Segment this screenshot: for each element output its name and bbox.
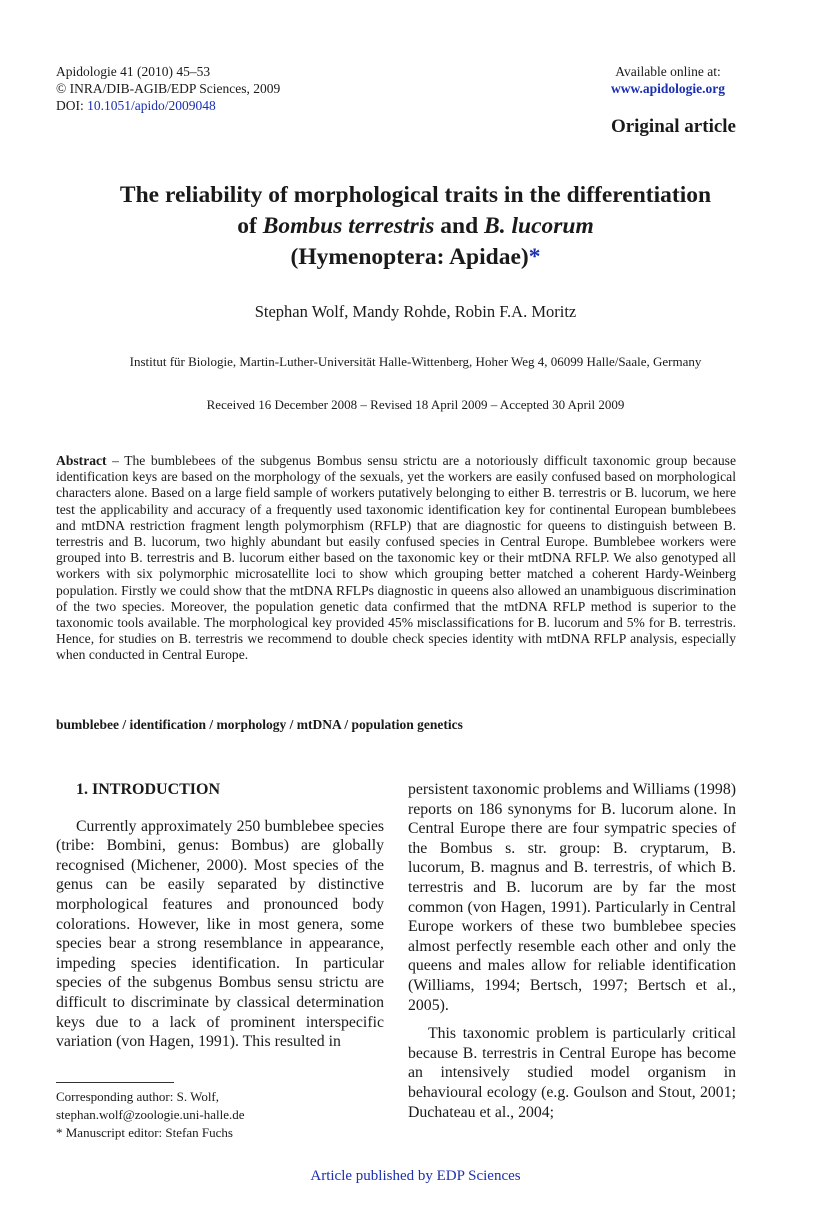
online-availability — [611, 63, 725, 97]
doi-label: DOI: — [56, 98, 88, 113]
publisher-note — [0, 1168, 831, 1185]
intro-paragraph-2: This taxonomic problem is particularly critical because B. terrestris in Central Europe has become an intensively studied model organism in behavioural ecology (e.g. Goulson and Stout, 2001; Duchateau et al., 2004; — [408, 1025, 736, 1121]
intro-paragraph-1-continued: persistent taxonomic problems and Williams (1998) reports on 186 synonyms for B. lucorum alone. In Central Europe there are four sympatric species of the Bombus s. str. group: B. cryptarum, B. lucorum, B. magnus and B. terrestris, of which B. terrestris and B. lucorum are by far the most common (von Hagen, 1991). Particularly in Central Europe workers of these two bumblebee species almost perfectly resemble each other and only the queens and males allow for reliable identification (Williams, 1994; Bertsch, 1997; Bertsch et al., 2005). — [408, 781, 736, 1014]
footnotes — [56, 1088, 245, 1142]
intro-right-column — [408, 780, 736, 1122]
journal-website-link[interactable]: www.apidologie.org — [610, 81, 725, 96]
section-heading: 1. INTRODUCTION — [76, 781, 221, 798]
title-line-1: The reliability of morphological traits in the differentiation — [119, 182, 712, 208]
title-line-2: of Bombus terrestris and B. lucorum — [237, 213, 594, 239]
journal-copyright: © INRA/DIB-AGIB/EDP Sciences, 2009 — [56, 81, 281, 96]
journal-citation: Apidologie 41 (2010) 45–53 — [56, 64, 211, 79]
abstract-text: – The bumblebees of the subgenus Bombus sensu strictu are a notoriously difficult taxonomic group because identification keys are based on the morphology of the sexuals, yet the workers are easily confused based on morphological characters alone. Based on a large field sample of workers putatively belonging to either B. terrestris or B. lucorum, we here test the applicability and accuracy of a frequently used taxonomic identification key for continental European bumblebees and mtDNA restriction fragment length polymorphism (RFLP) that are diagnostic for queens to distinguish between B. terrestris and B. lucorum, two highly abundant but easily confused species in Central Europe. Bumblebee workers were grouped into B. terrestris and B. lucorum either based on the taxonomic key or their mtDNA RFLP. We also genotyped all workers with six polymorphic microsatellite loci to show which grouping better matched a coherent Hardy-Weinberg population. Firstly we could show that the mtDNA RFLPs diagnostic in queens also allowed an unambiguous discrimination of the two species. Moreover, the population genetic data confirmed that the mtDNA RFLP method is superior to the taxonomic tools available. The morphological key provided 45% misclassifications for B. lucorum and 5% for B. terrestris. Hence, for studies on B. terrestris we recommend to double check species identity with mtDNA RFLP analysis, especially when conducted in Central Europe. — [56, 453, 736, 663]
intro-left-column — [56, 780, 384, 1052]
corresponding-author: Corresponding author: S. Wolf, — [56, 1089, 220, 1104]
manuscript-editor: * Manuscript editor: Stefan Fuchs — [56, 1125, 233, 1140]
abstract — [56, 453, 736, 664]
publisher-link[interactable]: Article published by EDP Sciences — [310, 1168, 521, 1184]
abstract-label: Abstract — [56, 453, 107, 468]
title-footnote-link[interactable]: * — [528, 244, 541, 270]
article-type: Original article — [610, 116, 736, 137]
journal-doi — [56, 97, 280, 114]
author-email: stephan.wolf@zoologie.uni-halle.de — [56, 1107, 245, 1122]
online-label: Available online at: — [615, 64, 721, 79]
keywords: bumblebee / identification / morphology / mtDNA / population genetics — [56, 717, 463, 732]
footnote-divider — [56, 1082, 174, 1083]
doi-link[interactable]: 10.1051/apido/2009048 — [87, 98, 216, 113]
author-list — [0, 302, 831, 322]
title-line-3: (Hymenoptera: Apidae)* — [290, 244, 541, 270]
submission-dates: Received 16 December 2008 – Revised 18 April 2009 – Accepted 30 April 2009 — [206, 397, 625, 412]
affiliation: Institut für Biologie, Martin-Luther-Universität Halle-Wittenberg, Hoher Weg 4, 06099 Halle/Saale, Germany — [129, 354, 702, 369]
journal-info — [56, 63, 280, 114]
paper-title — [0, 180, 831, 273]
author-list-text: Stephan Wolf, Mandy Rohde, Robin F.A. Moritz — [254, 302, 577, 321]
intro-paragraph-1: Currently approximately 250 bumblebee species (tribe: Bombini, genus: Bombus) are globally recognised (Michener, 2000). Most species of the genus can be easily separated by distinctive morphological features and pronounced body colorations. However, like in most genera, some species bear a strong resemblance in appearance, impeding species identification. In particular species of the subgenus Bombus sensu strictu are difficult to discriminate by classical determination keys due to a lack of prominent interspecific variation (von Hagen, 1991). This resulted in — [56, 817, 384, 1051]
